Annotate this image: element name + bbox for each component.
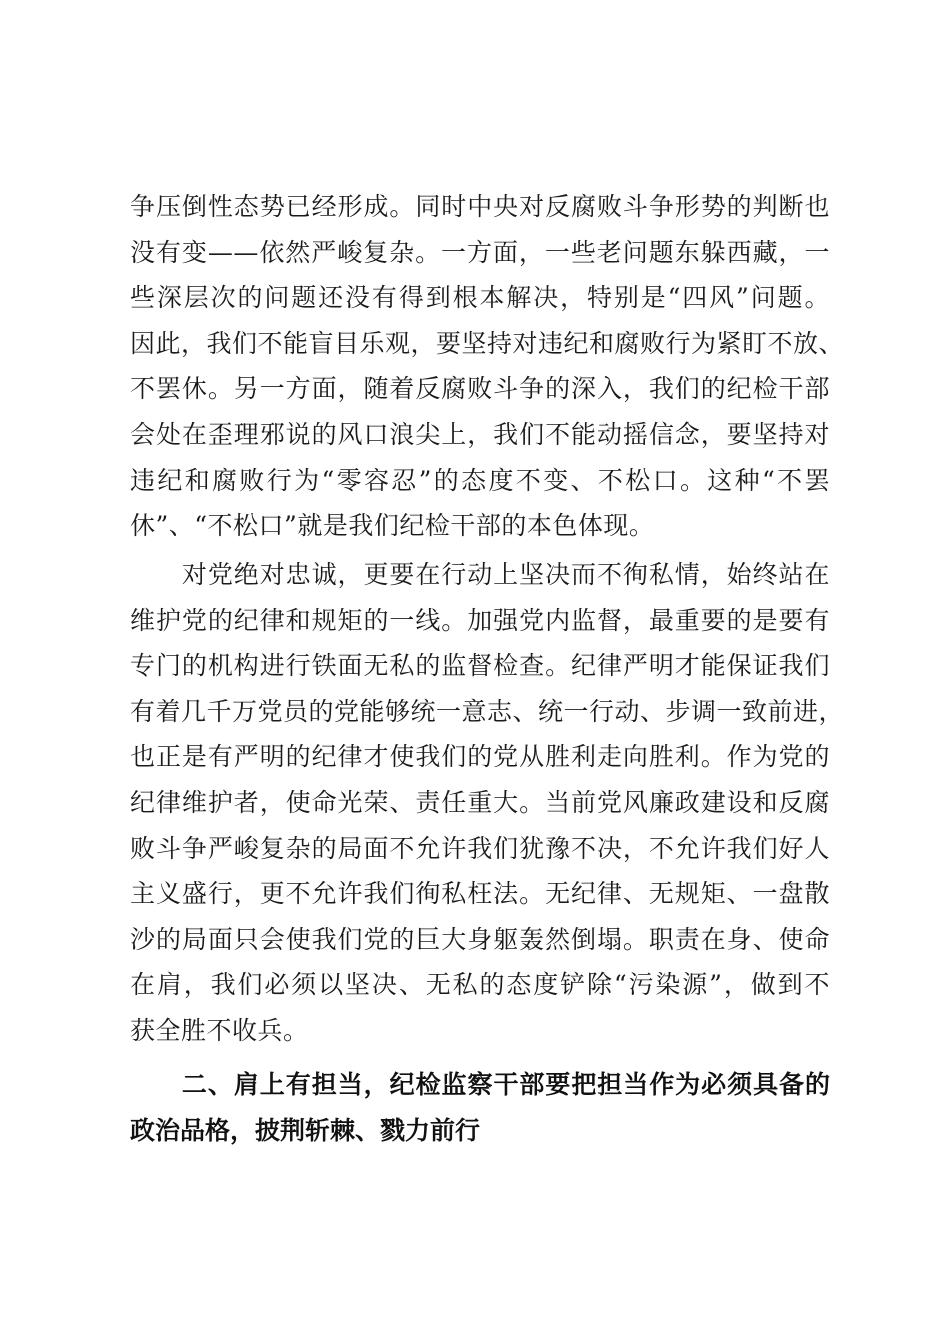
paragraph-line: 没有变——依然严峻复杂。一方面，一些老问题东躲西藏，一 bbox=[130, 237, 830, 267]
paragraph-line: 不罢休。另一方面，随着反腐败斗争的深入，我们的纪检干部 bbox=[130, 374, 830, 404]
paragraph-line: 专门的机构进行铁面无私的监督检查。纪律严明才能保证我们 bbox=[130, 651, 830, 681]
paragraph-line: 休”、“不松口”就是我们纪检干部的本色体现。 bbox=[130, 511, 655, 541]
section-heading bbox=[130, 1062, 830, 1154]
paragraph-2 bbox=[130, 552, 845, 1054]
paragraph-line: 在肩，我们必须以坚决、无私的态度铲除“污染源”，做到不 bbox=[130, 970, 830, 1000]
paragraph-line: 也正是有严明的纪律才使我们的党从胜利走向胜利。作为党的 bbox=[130, 742, 830, 772]
paragraph-line: 纪律维护者，使命光荣、责任重大。当前党风廉政建设和反腐 bbox=[130, 787, 830, 817]
paragraph-1 bbox=[130, 184, 845, 549]
paragraph-line: 些深层次的问题还没有得到根本解决，特别是“四风”问题。 bbox=[130, 283, 830, 313]
heading-line: 政治品格，披荆斩棘、戮力前行 bbox=[130, 1116, 481, 1145]
paragraph-line: 因此，我们不能盲目乐观，要坚持对违纪和腐败行为紧盯不放、 bbox=[130, 328, 845, 358]
paragraph-line: 会处在歪理邪说的风口浪尖上，我们不能动摇信念，要坚持对 bbox=[130, 419, 830, 449]
paragraph-line: 对党绝对忠诚，更要在行动上坚决而不徇私情，始终站在 bbox=[130, 560, 830, 589]
heading-line: 二、肩上有担当，纪检监察干部要把担当作为必须具备的 bbox=[130, 1070, 830, 1099]
paragraph-line: 违纪和腐败行为“零容忍”的态度不变、不松口。这种“不罢 bbox=[130, 465, 830, 495]
paragraph-line: 有着几千万党员的党能够统一意志、统一行动、步调一致前进， bbox=[130, 696, 845, 726]
paragraph-line: 主义盛行，更不允许我们徇私枉法。无纪律、无规矩、一盘散 bbox=[130, 879, 830, 909]
paragraph-line: 沙的局面只会使我们党的巨大身躯轰然倒塌。职责在身、使命 bbox=[130, 924, 830, 954]
paragraph-line: 维护党的纪律和规矩的一线。加强党内监督，最重要的是要有 bbox=[130, 605, 830, 635]
paragraph-line: 败斗争严峻复杂的局面不允许我们犹豫不决，不允许我们好人 bbox=[130, 833, 830, 863]
paragraph-line: 争压倒性态势已经形成。同时中央对反腐败斗争形势的判断也 bbox=[130, 192, 830, 221]
paragraph-line: 获全胜不收兵。 bbox=[130, 1015, 309, 1045]
